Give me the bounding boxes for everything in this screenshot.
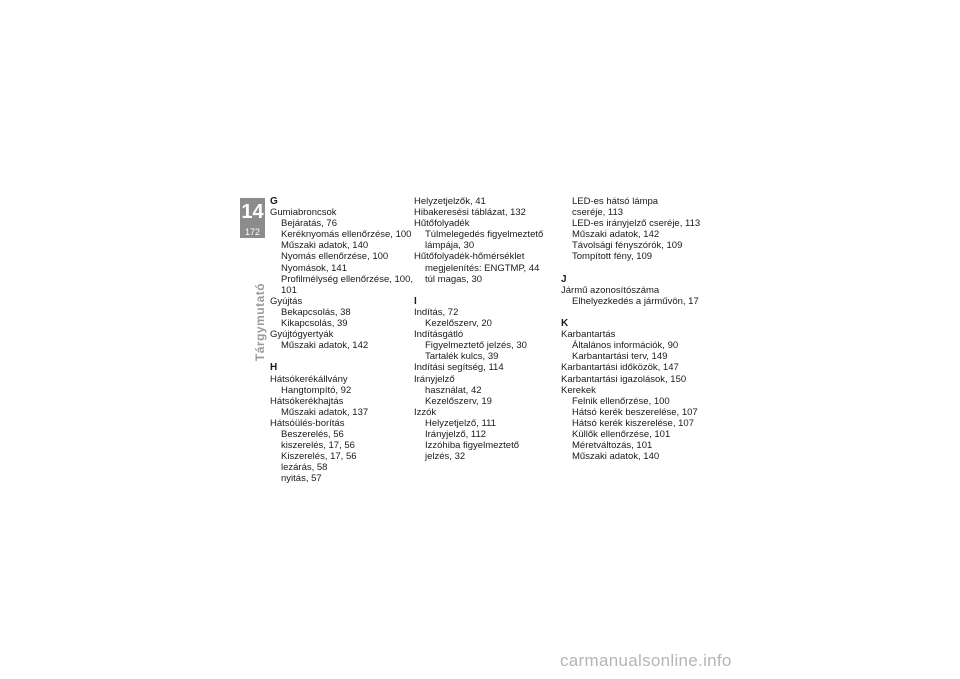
index-column-2 <box>414 196 564 462</box>
index-subentry: Műszaki adatok, 142 <box>572 229 660 241</box>
index-letter-heading: H <box>270 362 278 374</box>
spacer <box>561 263 711 274</box>
index-subentry: Hátsó kerék beszerelése, 107 <box>572 406 698 418</box>
index-term: Gyújtógyertyák <box>270 329 334 341</box>
index-term: Kerekek <box>561 384 596 396</box>
index-subentry: Műszaki adatok, 140 <box>281 240 369 252</box>
spacer <box>414 285 564 296</box>
index-term: Karbantartási időközök, 147 <box>561 362 679 374</box>
index-subentry: Beszerelés, 56 <box>281 428 344 440</box>
index-term: Gumiabroncsok <box>270 207 337 219</box>
index-letter-heading: K <box>561 318 569 330</box>
section-title: Tárgymutató <box>253 282 267 362</box>
index-subentry: nyitás, 57 <box>281 473 322 485</box>
index-subentry: Műszaki adatok, 137 <box>281 406 369 418</box>
index-term: Irányjelző <box>414 373 455 385</box>
index-subentry: használat, 42 <box>425 384 482 396</box>
index-subentry: LED-es irányjelző cseréje, 113 <box>572 218 701 230</box>
index-subentry: lezárás, 58 <box>281 462 328 474</box>
index-subentry: Nyomások, 141 <box>281 262 348 274</box>
index-subentry: megjelenítés: ENGTMP, 44 <box>425 262 540 274</box>
index-subentry: LED-es hátsó lámpa <box>572 196 659 207</box>
spacer <box>270 351 420 362</box>
index-term: Indításgátló <box>414 329 464 341</box>
index-term: Karbantartási igazolások, 150 <box>561 373 687 385</box>
index-subentry: Helyzetjelző, 111 <box>425 417 496 429</box>
index-subentry: Profilmélység ellenőrzése, 100, <box>281 273 414 285</box>
index-term: Izzók <box>414 406 437 418</box>
index-subentry: Műszaki adatok, 140 <box>572 451 660 463</box>
index-subentry: Nyomás ellenőrzése, 100 <box>281 251 389 263</box>
index-term: Hátsókerékállvány <box>270 373 348 385</box>
index-term: Hűtőfolyadék-hőmérséklet <box>414 251 525 263</box>
index-subentry: Kezelőszerv, 20 <box>425 318 492 330</box>
index-term: Indítás, 72 <box>414 306 459 318</box>
index-letter-heading: G <box>270 196 278 207</box>
index-subentry: Hátsó kerék kiszerelése, 107 <box>572 417 694 429</box>
watermark: carmanualsonline.info <box>560 651 732 670</box>
index-letter-heading: I <box>414 295 417 307</box>
index-subentry: Tompított fény, 109 <box>572 251 653 263</box>
index-subentry: Felnik ellenőrzése, 100 <box>572 395 670 407</box>
index-subentry: Kikapcsolás, 39 <box>281 318 348 330</box>
index-subentry: Irányjelző, 112 <box>425 428 487 440</box>
index-term: Karbantartás <box>561 329 616 341</box>
index-subentry: kiszerelés, 17, 56 <box>281 440 355 452</box>
index-subentry: Kezelőszerv, 19 <box>425 395 492 407</box>
index-subentry: Túlmelegedés figyelmeztető <box>425 229 544 241</box>
index-term: Jármű azonosítószáma <box>561 284 660 296</box>
index-subentry: Tartalék kulcs, 39 <box>425 351 499 363</box>
index-subentry: Figyelmeztető jelzés, 30 <box>425 340 527 352</box>
index-term: Gyújtás <box>270 295 303 307</box>
page-number: 172 <box>244 227 261 237</box>
index-subentry: Műszaki adatok, 142 <box>281 340 369 352</box>
index-subentry: Elhelyezkedés a járművön, 17 <box>572 295 699 307</box>
index-subentry: 101 <box>281 284 297 296</box>
index-column-1 <box>270 196 420 484</box>
index-subentry: Izzóhiba figyelmeztető <box>425 440 519 452</box>
index-subentry: Keréknyomás ellenőrzése, 100 <box>281 229 412 241</box>
index-subentry: Méretváltozás, 101 <box>572 440 653 452</box>
index-subentry: túl magas, 30 <box>425 273 483 285</box>
index-subentry: Általános információk, 90 <box>572 340 679 352</box>
index-subentry: Hangtompító, 92 <box>281 384 352 396</box>
index-subentry: lámpája, 30 <box>425 240 475 252</box>
index-subentry: Küllők ellenőrzése, 101 <box>572 428 671 440</box>
index-subentry: jelzés, 32 <box>425 451 466 463</box>
index-term: Indítási segítség, 114 <box>414 362 504 374</box>
index-subentry: Bejáratás, 76 <box>281 218 337 230</box>
index-subentry: Bekapcsolás, 38 <box>281 306 351 318</box>
index-subentry: Távolsági fényszórók, 109 <box>572 240 683 252</box>
spacer <box>561 307 711 318</box>
index-subentry: Kiszerelés, 17, 56 <box>281 451 357 463</box>
index-subentry: cseréje, 113 <box>572 207 624 219</box>
index-term: Hűtőfolyadék <box>414 218 470 230</box>
index-term: Helyzetjelzők, 41 <box>414 196 486 207</box>
chapter-number: 14 <box>241 201 264 223</box>
index-letter-heading: J <box>561 273 567 285</box>
index-column-3 <box>561 196 711 462</box>
index-term: Hátsóülés-borítás <box>270 417 345 429</box>
index-subentry: Karbantartási terv, 149 <box>572 351 668 363</box>
index-term: Hibakeresési táblázat, 132 <box>414 207 526 219</box>
index-term: Hátsókerékhajtás <box>270 395 344 407</box>
